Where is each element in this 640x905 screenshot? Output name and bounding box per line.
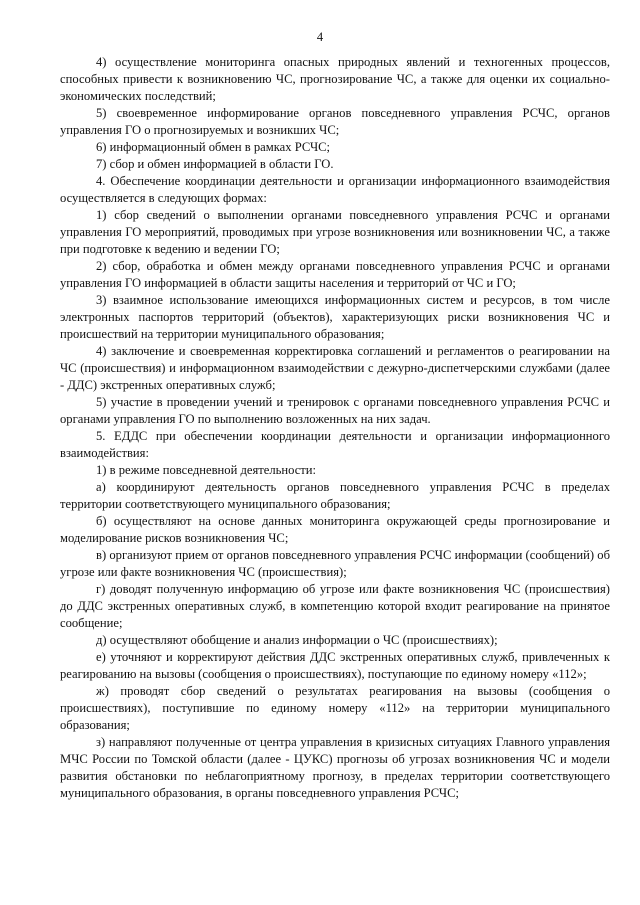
paragraph: 3) взаимное использование имеющихся информационных систем и ресурсов, в том числе электронных паспортов территорий (объектов), характеризующих риски возникновения ЧС и происшествий на территории муниципального образования;	[60, 293, 610, 341]
paragraph: б) осуществляют на основе данных мониторинга окружающей среды прогнозирование и моделирование рисков возникновения ЧС;	[60, 514, 610, 545]
paragraph: ж) проводят сбор сведений о результатах реагирования на вызовы (сообщения о происшествиях), поступившие по единому номеру «112» на территории муниципального образования;	[60, 684, 610, 732]
paragraph: 7) сбор и обмен информацией в области ГО.	[96, 157, 334, 171]
paragraph: 4) заключение и своевременная корректировка соглашений и регламентов о реагировании на ЧС (происшествия) и информационном взаимодействии с дежурно-диспетчерскими службами (далее - ДДС) экстренных оперативных служб;	[60, 344, 610, 392]
paragraph: е) уточняют и корректируют действия ДДС экстренных оперативных служб, привлеченных к реагированию на вызовы (сообщения о происшествиях), поступающие по единому номеру «112»;	[60, 650, 610, 681]
paragraph: 1) сбор сведений о выполнении органами повседневного управления РСЧС и органами управления ГО мероприятий, проводимых при угрозе возникновения или возникновении ЧС, а также при подготовке к ведению и ведении ГО;	[60, 208, 610, 256]
paragraph: а) координируют деятельность органов повседневного управления РСЧС в пределах территории соответствующего муниципального образования;	[60, 480, 610, 511]
paragraph: з) направляют полученные от центра управления в кризисных ситуациях Главного управления МЧС России по Томской области (далее - ЦУКС) прогнозы об угрозах возникновения ЧС и модели развития обстановки по неблагоприятному прогнозу, в пределах территории соответствующего муниципального образования, в органы повседневного управления РСЧС;	[60, 735, 610, 800]
paragraph: 4) осуществление мониторинга опасных природных явлений и техногенных процессов, способных привести к возникновению ЧС, прогнозирование ЧС, а также для оценки их социально-экономических последствий;	[60, 55, 610, 103]
paragraph: 5) участие в проведении учений и тренировок с органами повседневного управления РСЧС и органами управления ГО по выполнению возложенных на них задач.	[60, 395, 610, 426]
paragraph: д) осуществляют обобщение и анализ информации о ЧС (происшествиях);	[96, 633, 498, 647]
paragraph: 5) своевременное информирование органов повседневного управления РСЧС, органов управления ГО о прогнозируемых и возникших ЧС;	[60, 106, 610, 137]
paragraph: 2) сбор, обработка и обмен между органами повседневного управления РСЧС и органами управления ГО информацией в области защиты населения и территорий от ЧС и ГО;	[60, 259, 610, 290]
paragraph: 5. ЕДДС при обеспечении координации деятельности и организации информационного взаимодействия:	[60, 429, 610, 460]
paragraph: 1) в режиме повседневной деятельности:	[96, 463, 317, 477]
paragraph: 6) информационный обмен в рамках РСЧС;	[96, 140, 331, 154]
page-number: 4	[316, 30, 324, 44]
paragraph: в) организуют прием от органов повседневного управления РСЧС информации (сообщений) об угрозе или факте возникновения ЧС (происшествия);	[60, 548, 610, 579]
paragraph: 4. Обеспечение координации деятельности и организации информационного взаимодействия осуществляется в следующих формах:	[60, 174, 610, 205]
document-body	[60, 54, 610, 802]
paragraph: г) доводят полученную информацию об угрозе или факте возникновения ЧС (происшествия) до ДДС экстренных оперативных служб, в компетенцию которой входит реагирование на принятое сообщение;	[60, 582, 610, 630]
